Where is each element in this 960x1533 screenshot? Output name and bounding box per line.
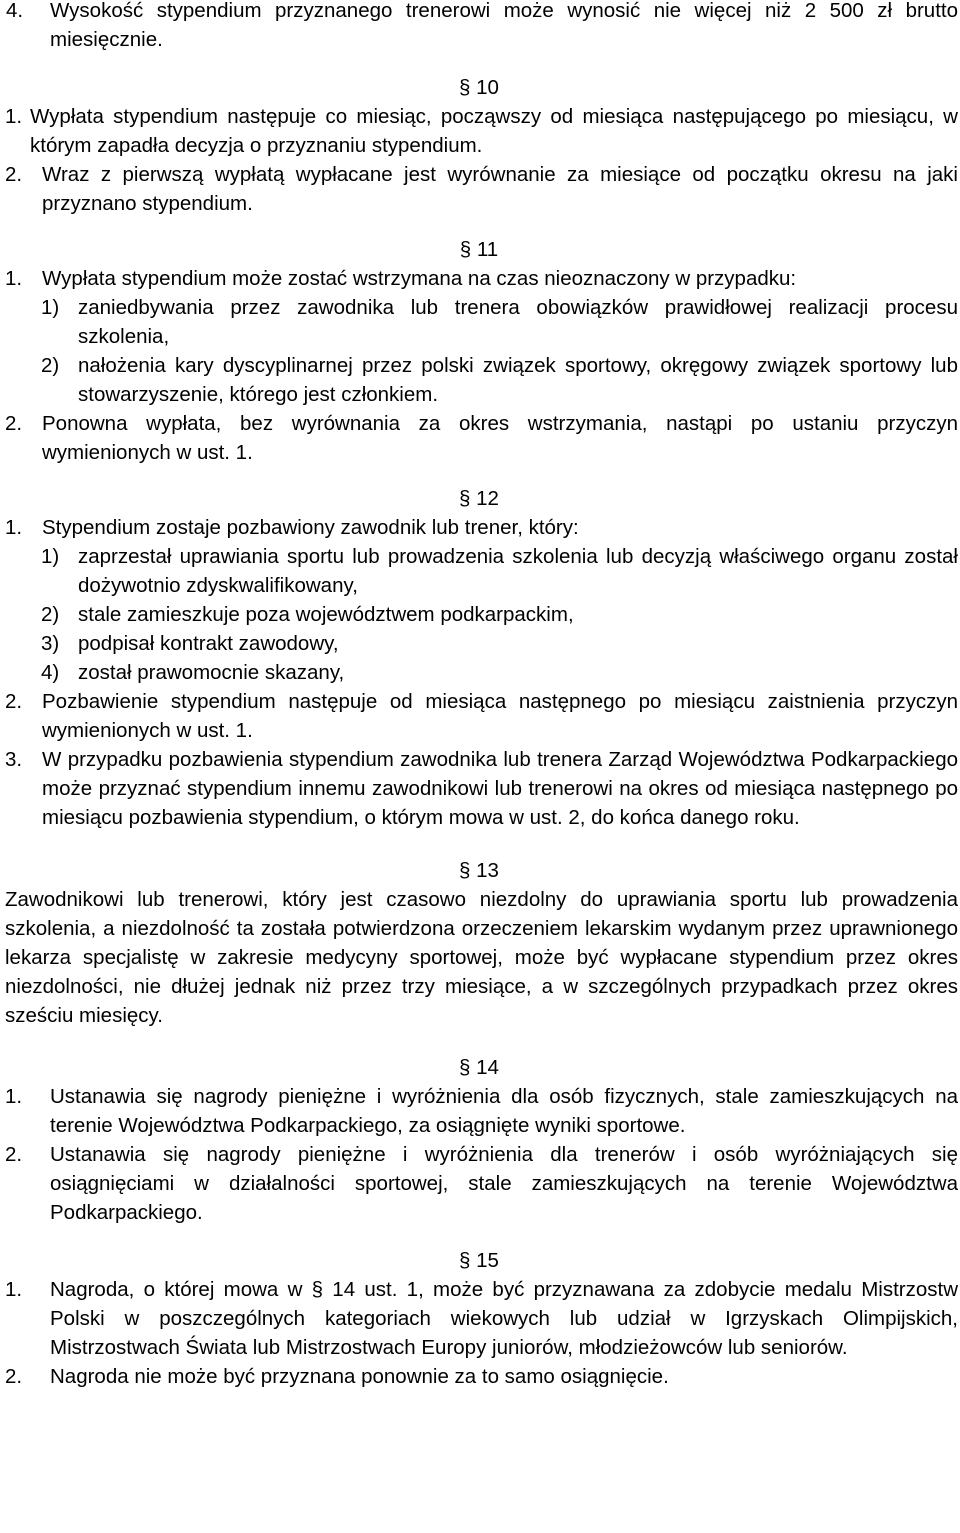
item-number: 1.: [5, 267, 23, 290]
item-text: Ustanawia się nagrody pieniężne i wyróżnienia dla osób fizycznych, stale zamieszkujących na terenie Województwa Podkarpackiego, za osiągnięte wyniki sportowe.: [50, 1085, 958, 1137]
item-text: W przypadku pozbawienia stypendium zawodnika lub trenera Zarząd Województwa Podkarpackiego może przyznać stypendium innemu zawodnikowi lub trenerowi na okres od miesiąca następnego po miesiącu pozbawienia stypendium, o którym mowa w ust. 2, do końca danego roku.: [42, 748, 958, 829]
item-text: Stypendium zostaje pozbawiony zawodnik lub trener, który:: [42, 516, 579, 539]
paragraph-text: Zawodnikowi lub trenerowi, który jest czasowo niezdolny do uprawiania sportu lub prowadzenia szkolenia, a niezdolność ta została potwierdzona orzeczeniem lekarskim wydanym przez uprawnionego lekarza specjalistę w zakresie medycyny sportowej, może być wypłacane stypendium przez okres niezdolności, nie dłużej jednak niż przez trzy miesiące, a w szczególnych przypadkach przez okres sześciu miesięcy.: [5, 888, 958, 1027]
list-item: [0, 102, 958, 160]
item-text: Wypłata stypendium może zostać wstrzymana na czas nieoznaczony w przypadku:: [42, 267, 797, 290]
item-number: 2.: [5, 163, 23, 186]
item-text: Wysokość stypendium przyznanego trenerowi może wynosić nie więcej niż 2 500 zł brutto miesięcznie.: [50, 0, 958, 51]
list-item: [0, 1140, 958, 1227]
list-item: [0, 0, 958, 54]
section-heading: § 11: [459, 238, 499, 261]
section-heading: § 14: [459, 1056, 499, 1079]
sub-item-text: nałożenia kary dyscyplinarnej przez polski związek sportowy, okręgowy związek sportowy lub stowarzyszenie, którego jest członkiem.: [78, 354, 958, 406]
item-number: 4.: [6, 0, 24, 22]
item-number: 2.: [5, 1365, 23, 1388]
section-heading: § 10: [459, 76, 499, 99]
list-item: [0, 1362, 958, 1391]
sub-item: [0, 293, 958, 351]
item-number: 2.: [5, 690, 23, 713]
list-item: [0, 1082, 958, 1140]
item-number: 1.: [5, 1278, 23, 1301]
list-item: [0, 687, 958, 745]
list-item: [0, 513, 958, 542]
section-heading: § 15: [459, 1249, 499, 1272]
sub-item-text: podpisał kontrakt zawodowy,: [78, 632, 339, 655]
list-item: [0, 409, 958, 467]
item-number: 2.: [5, 1143, 23, 1166]
sub-item: [0, 629, 958, 658]
sub-item: [0, 658, 958, 687]
list-item: [0, 160, 958, 218]
list-item: [0, 745, 958, 832]
sub-item: [0, 542, 958, 600]
sub-item-number: 3): [41, 632, 60, 655]
sub-item: [0, 351, 958, 409]
item-number: 2.: [5, 412, 23, 435]
sub-item-number: 2): [41, 603, 60, 626]
item-text: Nagroda, o której mowa w § 14 ust. 1, może być przyznawana za zdobycie medalu Mistrzostw Polski w poszczególnych kategoriach wiekowych lub udział w Igrzyskach Olimpijskich, Mistrzostwach Świata lub Mistrzostwach Europy juniorów, młodzieżowców lub seniorów.: [50, 1278, 958, 1359]
item-text: Wypłata stypendium następuje co miesiąc, począwszy od miesiąca następującego po miesiącu, w którym zapadła decyzja o przyznaniu stypendium.: [30, 105, 958, 157]
section-heading: § 12: [459, 487, 499, 510]
sub-item-text: stale zamieszkuje poza województwem podkarpackim,: [78, 603, 574, 626]
sub-item-number: 4): [41, 661, 60, 684]
item-text: Ponowna wypłata, bez wyrównania za okres wstrzymania, nastąpi po ustaniu przyczyn wymienionych w ust. 1.: [42, 412, 958, 464]
sub-item-text: zaprzestał uprawiania sportu lub prowadzenia szkolenia lub decyzją właściwego organu został dożywotnio zdyskwalifikowany,: [78, 545, 958, 597]
item-text: Ustanawia się nagrody pieniężne i wyróżnienia dla trenerów i osób wyróżniających się osiągnięciami w działalności sportowej, stale zamieszkujących na terenie Województwa Podkarpackiego.: [50, 1143, 958, 1224]
sub-item-number: 1): [41, 545, 60, 568]
sub-item-text: został prawomocnie skazany,: [78, 661, 345, 684]
sub-item-number: 1): [41, 296, 60, 319]
section-heading: § 13: [459, 859, 499, 882]
list-item: [0, 264, 958, 293]
item-text: Wraz z pierwszą wypłatą wypłacane jest wyrównanie za miesiące od początku okresu na jaki przyznano stypendium.: [42, 163, 958, 215]
sub-item-text: zaniedbywania przez zawodnika lub trenera obowiązków prawidłowej realizacji procesu szkolenia,: [78, 296, 958, 348]
item-text: Nagroda nie może być przyznana ponownie za to samo osiągnięcie.: [50, 1365, 669, 1388]
sub-item-number: 2): [41, 354, 60, 377]
item-number: 1.: [5, 1085, 23, 1108]
item-number: 1.: [5, 516, 23, 539]
sub-item: [0, 600, 958, 629]
item-number: 3.: [5, 748, 23, 771]
item-text: Pozbawienie stypendium następuje od miesiąca następnego po miesiącu zaistnienia przyczyn wymienionych w ust. 1.: [42, 690, 958, 742]
item-number: 1.: [5, 105, 23, 128]
list-item: [0, 1275, 958, 1362]
